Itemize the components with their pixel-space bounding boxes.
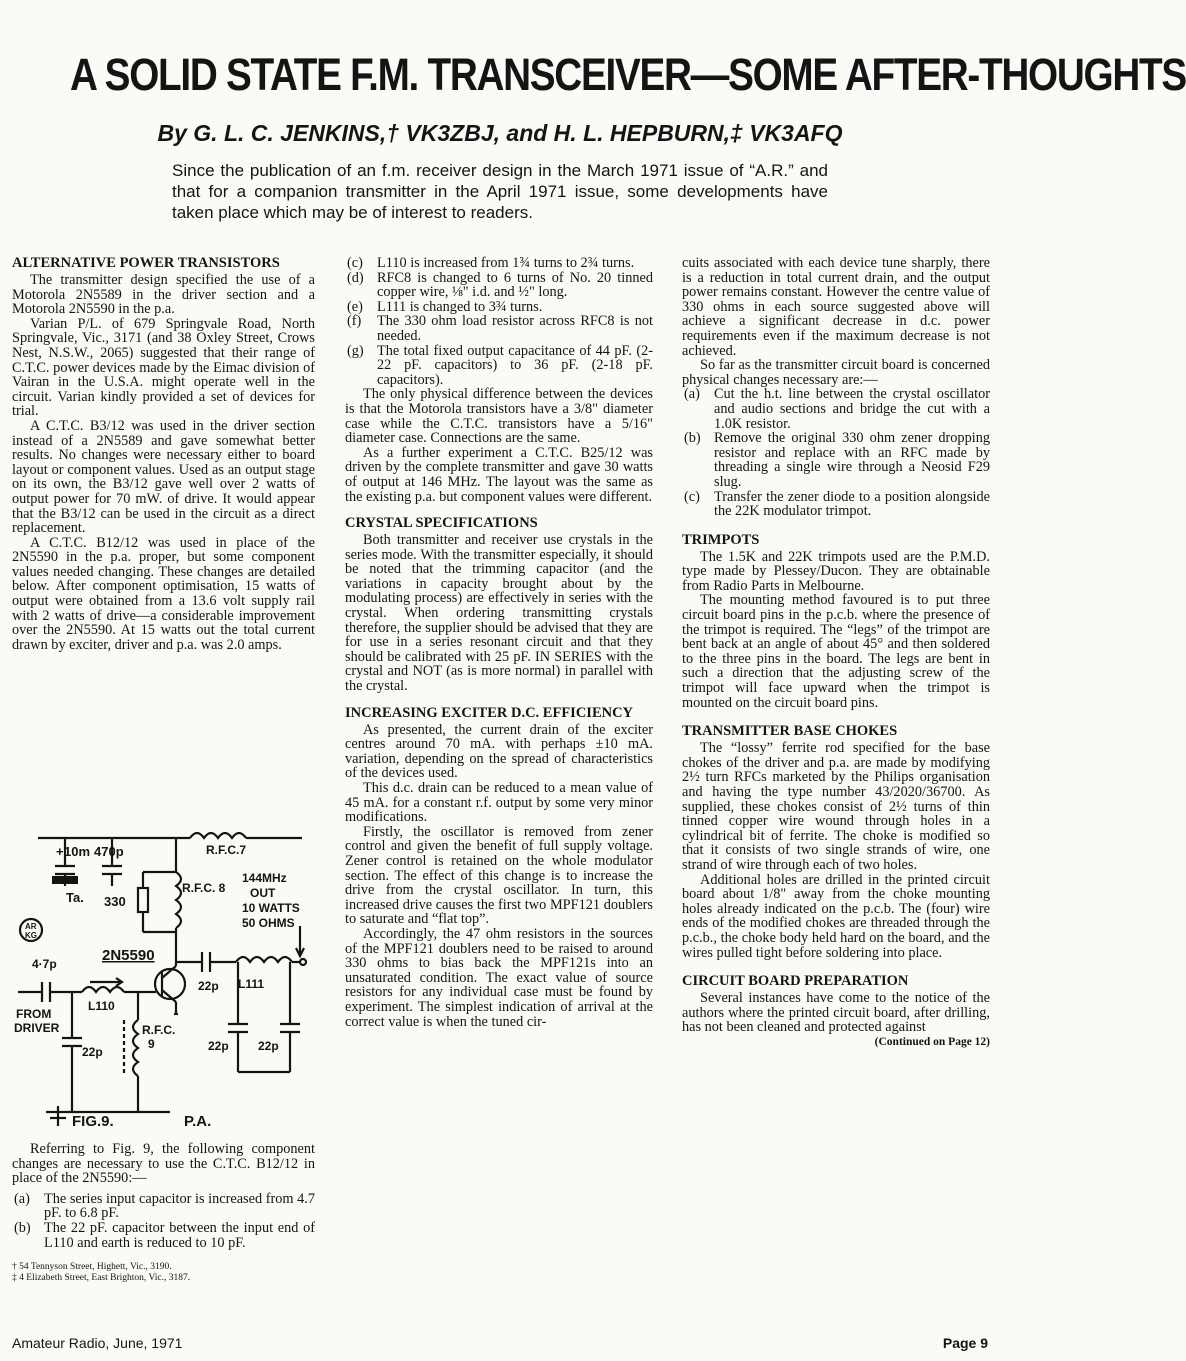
paragraph: So far as the transmitter circuit board is concerned physical changes necessary are:— (682, 357, 990, 388)
label-l111: L111 (238, 977, 265, 991)
footer-publication: Amateur Radio, June, 1971 (12, 1335, 183, 1351)
paragraph: This d.c. drain can be reduced to a mean value of 45 mA. for a constant r.f. output by some very minor modifications. (345, 780, 653, 826)
paragraph: The mounting method favoured is to put three circuit board pins in the p.c.b. where the presence of the trimpot is required. The “legs” of the trimpot are bent back at an angle of about 45° and then soldered to the three pins in the board. The legs are bent in such a direction that the adjusting screw of the trimpot will face upward when the trimpot is mounted on the circuit board pins. (682, 592, 990, 711)
paragraph: Firstly, the oscillator is removed from zener control and given the benefit of full supply voltage. Zener control is retained on the whole modulator section. The effect of this change is to increase the drive from the crystal oscillator. In turn, this increased drive causes the first two MPF121 doublers to saturate and “flat top”. (345, 823, 653, 928)
label-rfc9-number: 9 (148, 1037, 155, 1051)
label-from: FROM (16, 1007, 52, 1021)
label-rfc8: R.F.C. 8 (182, 881, 226, 895)
list-item: (a) Cut the h.t. line between the crystal oscillator and audio sections and bridge the cut with a 1.0K resistor. (684, 386, 990, 432)
heading-alternative-power: ALTERNATIVE POWER TRANSISTORS (12, 255, 280, 271)
label-l110: L110 (88, 999, 115, 1013)
change-list (12, 1192, 315, 1250)
list-item: (c) L110 is increased from 1¾ turns to 2¾ turns. (347, 255, 635, 271)
label-22p-series: 22p (198, 979, 219, 993)
list-item: (c) Transfer the zener diode to a position alongside the 22K modulator trimpot. (684, 488, 990, 520)
list-item: (b) The 22 pF. capacitor between the input end of L110 and earth is reduced to 10 pF. (14, 1219, 315, 1251)
paragraph: Several instances have come to the notice of the authors where the printed circuit board, after drilling, has not been cleaned and protected against (682, 990, 990, 1036)
paragraph: cuits associated with each device tune sharply, there is a reduction in total current drain, and the output power remains constant. However the centre value of 330 ohms in each source suggested above will achieve a significant decrease in d.c. power requirements even if the maximum decrease is not achieved. (682, 255, 990, 359)
paragraph: The transmitter design specified the use of a Motorola 2N5589 in the driver section and a Motorola 2N5590 in the p.a. (12, 272, 315, 318)
paragraph: Both transmitter and receiver use crystals in the series mode. With the transmitter especially, it should be noted that the trimming capacitor (and the variations in capacity brought about by the modulating process) are effectively in series with the crystal. When ordering transmitting crystals therefore, the supplier should be advised that they are for use in a series resonant circuit and that they should be calibrated with 25 pF. IN SERIES with the crystal and NOT (as is more normal) in parallel with the crystal. (345, 532, 653, 695)
label-144mhz: 144MHz (242, 871, 287, 885)
change-list (345, 256, 653, 387)
figure-caption: FIG.9. (72, 1113, 114, 1130)
label-470p: 470p (94, 844, 124, 859)
list-item: (b) Remove the original 330 ohm zener dropping resistor and replace with an RFC made by threading a single wire through a Neosid F29 slug. (684, 430, 990, 490)
label-rfc7: R.F.C.7 (206, 843, 247, 857)
column-2 (345, 256, 653, 1029)
intro-paragraph: Since the publication of an f.m. receiver design in the March 1971 issue of “A.R.” and that for a companion transmitter in the April 1971 issue, some developments have taken place which may be of interest to readers. (172, 161, 828, 222)
column-1-lower (12, 1142, 315, 1284)
label-330: 330 (104, 894, 126, 909)
heading-base-chokes: TRANSMITTER BASE CHOKES (682, 723, 898, 740)
label-22p-input: 22p (82, 1045, 103, 1059)
label-10-watts: 10 WATTS (242, 901, 300, 915)
label-driver: DRIVER (14, 1021, 60, 1035)
footnote: ‡ 4 Elizabeth Street, East Brighton, Vic., 3187. (12, 1273, 191, 1284)
figure-caption-pa: P.A. (184, 1113, 212, 1130)
heading-crystal: CRYSTAL SPECIFICATIONS (345, 515, 538, 532)
paragraph: As a further experiment a C.T.C. B25/12 was driven by the complete transmitter and gave 30 watts of output at 146 MHz. The layout was the same as the existing p.a. but component values were different. (345, 444, 653, 505)
figure-9-circuit (10, 814, 322, 1130)
footer-page-number: Page 9 (942, 1335, 988, 1351)
list-item: (e) L111 is changed to 3¾ turns. (347, 298, 543, 315)
ar-badge: AR (25, 922, 37, 931)
list-item: (a) The series input capacitor is increased from 4.7 pF. to 6.8 pF. (14, 1190, 315, 1222)
heading-exciter: INCREASING EXCITER D.C. EFFICIENCY (345, 704, 634, 721)
label-22p-output-2: 22p (258, 1039, 279, 1053)
list-item: (f) The 330 ohm load resistor across RFC8 is not needed. (347, 313, 653, 344)
label-4-7p: 4·7p (32, 957, 57, 971)
list-item: (d) RFC8 is changed to 6 turns of No. 20 tinned copper wire, ⅛" i.d. and ½" long. (347, 269, 653, 301)
list-item: (g) The total fixed output capacitance of 44 pF. (2-22 pF. capacitors) to 36 pF. (2-18 pF. capacitors). (347, 342, 653, 388)
paragraph: Referring to Fig. 9, the following component changes are necessary to use the C.T.C. B12/12 in place of the 2N5590:— (12, 1141, 315, 1187)
footnote: † 54 Tennyson Street, Highett, Vic., 3190. (12, 1262, 172, 1273)
label-ta: Ta. (66, 890, 84, 905)
paragraph: The 1.5K and 22K trimpots used are the P.M.D. type made by Plessey/Ducon. They are obtainable from Radio Parts in Melbourne. (682, 548, 990, 594)
label-plus: + (56, 844, 64, 859)
label-out: OUT (250, 886, 276, 900)
column-1 (12, 256, 315, 652)
paragraph: The “lossy” ferrite rod specified for the base chokes of the driver and p.a. are made by modifying 2½ turn RFCs marketed by the Philips organisation and having the type number 43/2020/36700. As supplied, these chokes consist of 2½ turns of thin tinned copper wire wound through holes in a cylindrical bit of ferrite. The choke is modified so that it consists of two single strands of wire, one strand of wire through each of two holes. (682, 740, 990, 873)
tantalum-marker (52, 876, 78, 884)
paragraph: Additional holes are drilled in the printed circuit board about 1/8" away from the choke mounting holes already indicated on the p.c.b. The (four) wire ends of the modified chokes are threaded through the p.c.b., the choke body held hard on the board, and the wires pulled tight before soldering into place. (682, 871, 990, 961)
label-rfc9: R.F.C. (142, 1023, 176, 1037)
heading-board-preparation: CIRCUIT BOARD PREPARATION (682, 973, 909, 990)
paragraph: As presented, the current drain of the exciter centres around 70 mA. with perhaps ±10 mA. variation, depending on the spread of characteristics of the devices used. (345, 721, 653, 782)
label-10m: 10m (64, 844, 91, 859)
article-title: A SOLID STATE F.M. TRANSCEIVER—SOME AFTER-THOUGHTS (70, 49, 1186, 100)
paragraph: A C.T.C. B12/12 was used in place of the 2N5590 in the p.a. proper, but some component values needed changing. These changes are detailed below. After component optimisation, 15 watts of output were obtained from a 13.6 volt supply rail with 2 watts of drive—a considerable improvement over the 2N5590. At 15 watts out the total current drawn by exciter, driver and p.a. was 2.0 amps. (12, 534, 315, 653)
column-3 (682, 256, 990, 1050)
continued-note: (Continued on Page 12) (874, 1035, 990, 1048)
change-list (682, 387, 990, 518)
byline: By G. L. C. JENKINS,† VK3ZBJ, and H. L. HEPBURN,‡ VK3AFQ (157, 120, 843, 146)
label-22p-output-1: 22p (208, 1039, 229, 1053)
label-50-ohms: 50 OHMS (242, 916, 295, 930)
paragraph: Accordingly, the 47 ohm resistors in the sources of the MPF121 doublers need to be raised to around 330 ohms to bias back the MPF121s into an unsaturated condition. The exact value of source resistors for any individual case must be found by experiment. The simplest indication of arrival at the correct value is when the tuned cir- (345, 925, 653, 1030)
heading-trimpots: TRIMPOTS (682, 531, 760, 548)
paragraph: A C.T.C. B3/12 was used in the driver section instead of a 2N5589 and gave somewhat better results. No changes were necessary either to board layout or component values. Used as an output stage on its own, the B3/12 gave well over 2 watts of output power for 70 mW. of drive. It would appear that the B3/12 can be used in the circuit as a direct replacement. (12, 417, 315, 537)
label-2n5590: 2N5590 (102, 947, 155, 964)
paragraph: The only physical difference between the devices is that the Motorola transistors have a 3/8" diameter case while the C.T.C. transistors have a 5/16" diameter case. Connections are the same. (345, 386, 653, 447)
ar-badge-initials: KG (25, 931, 37, 940)
paragraph: Varian P/L. of 679 Springvale Road, North Springvale, Vic., 3171 (and 38 Oxley Street, Crows Nest, N.S.W., 2065) suggested that their range of C.T.C. power devices made by the Eimac division of Vairan in the U.S.A. might operate well in the circuit. Varian kindly provided a set of devices for trial. (12, 315, 315, 420)
